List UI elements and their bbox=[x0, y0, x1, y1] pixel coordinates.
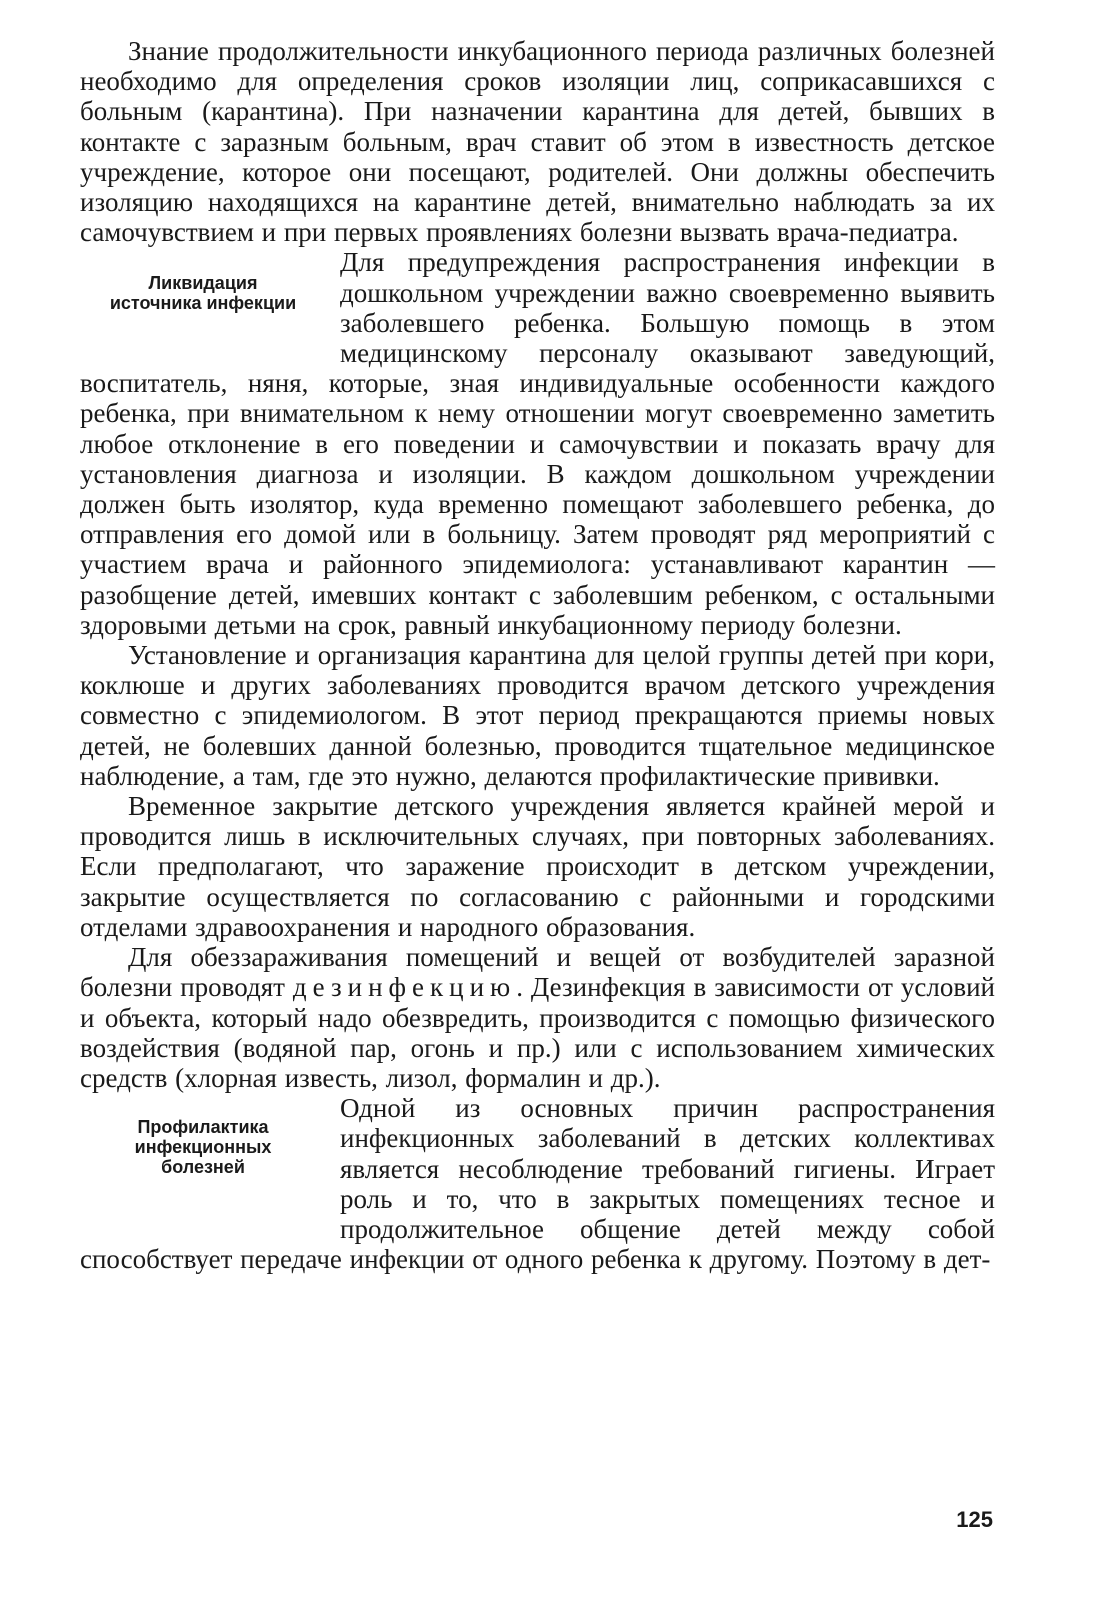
paragraph-hygiene: Одной из основных причин распространения инфекционных заболеваний в детских коллективах является несоблюдение требований гигиены. Играет роль и то, что в закрытых помещениях тесное и продолжительное общение детей между собой способствует передаче инфекции от одного ребенка к другому. Поэтому в дет- bbox=[80, 1093, 995, 1275]
disinfection-text-after: . Дезинфекция в зависимости от условий и объекта, который надо обезвредить, производится с помощью физического воздействия (водяной пар, огонь и пр.) или с использованием химических средств (хлорная известь, лизол, формалин и др.). bbox=[80, 972, 995, 1093]
paragraph-isolation: Для предупреждения распространения инфекции в дошкольном учреждении важно своевременно выявить заболевшего ребенка. Большую помощь в этом медицинскому персоналу оказывают заведующий, воспитатель, няня, которые, зная индивидуальные особенности каждого ребенка, при внимательном к нему отношении могут своевременно заметить любое отклонение в его поведении и самочувствии и показать врачу для установления диагноза и изоляции. В каждом дошкольном учреждении должен быть изолятор, куда временно помещают заболевшего ребенка, до отправления его домой или в больницу. Затем проводят ряд мероприятий с участием врача и районного эпидемиолога: устанавливают карантин — разобщение детей, имевших контакт с заболевшим ребенком, с остальными здоровыми детьми на срок, равный инкубационному периоду болезни. bbox=[80, 247, 995, 640]
side-heading-line: инфекционных bbox=[134, 1137, 272, 1158]
side-heading-line: Профилактика bbox=[137, 1117, 269, 1138]
paragraph-disinfection bbox=[80, 942, 995, 1093]
paragraph-incubation: Знание продолжительности инкубационного периода различных болезней необходимо для определения сроков изоляции лиц, соприкасавшихся с больным (карантина). При назначении карантина для детей, бывших в контакте с заразным больным, врач ставит об этом в известность детское учреждение, которое они посещают, родителей. Они должны обеспечить изоляцию находящихся на карантине детей, внимательно наблюдать за их самочувствием и при первых проявлениях болезни вызвать врача-педиатра. bbox=[80, 36, 995, 248]
disinfection-term: дезинфекцию bbox=[292, 972, 517, 1003]
paragraph-closure: Временное закрытие детского учреждения является крайней мерой и проводится лишь в исключительных случаях, при повторных заболеваниях. Если предполагают, что заражение происходит в детском учреждении, закрытие осуществляется по согласованию с районными и городскими отделами здравоохранения и народного образования. bbox=[80, 791, 995, 942]
side-heading-prevention bbox=[80, 1093, 326, 1215]
side-heading-source-elimination bbox=[80, 247, 326, 339]
side-heading-line: источника инфекции bbox=[109, 293, 297, 314]
disinfection-text-before: Для обеззараживания помещений и вещей от возбудителей заразной болезни проводят bbox=[80, 942, 995, 1003]
paragraph-quarantine: Установление и организация карантина для целой группы детей при кори, коклюше и других заболеваниях проводится врачом детского учреждения совместно с эпидемиологом. В этот период прекращаются приемы новых детей, не болевших данной болезнью, проводится тщательное медицинское наблюдение, а там, где это нужно, делаются профилактические прививки. bbox=[80, 640, 995, 791]
side-heading-line: болезней bbox=[161, 1157, 245, 1178]
page-number: 125 bbox=[956, 1507, 993, 1532]
side-heading-line: Ликвидация bbox=[148, 273, 258, 294]
